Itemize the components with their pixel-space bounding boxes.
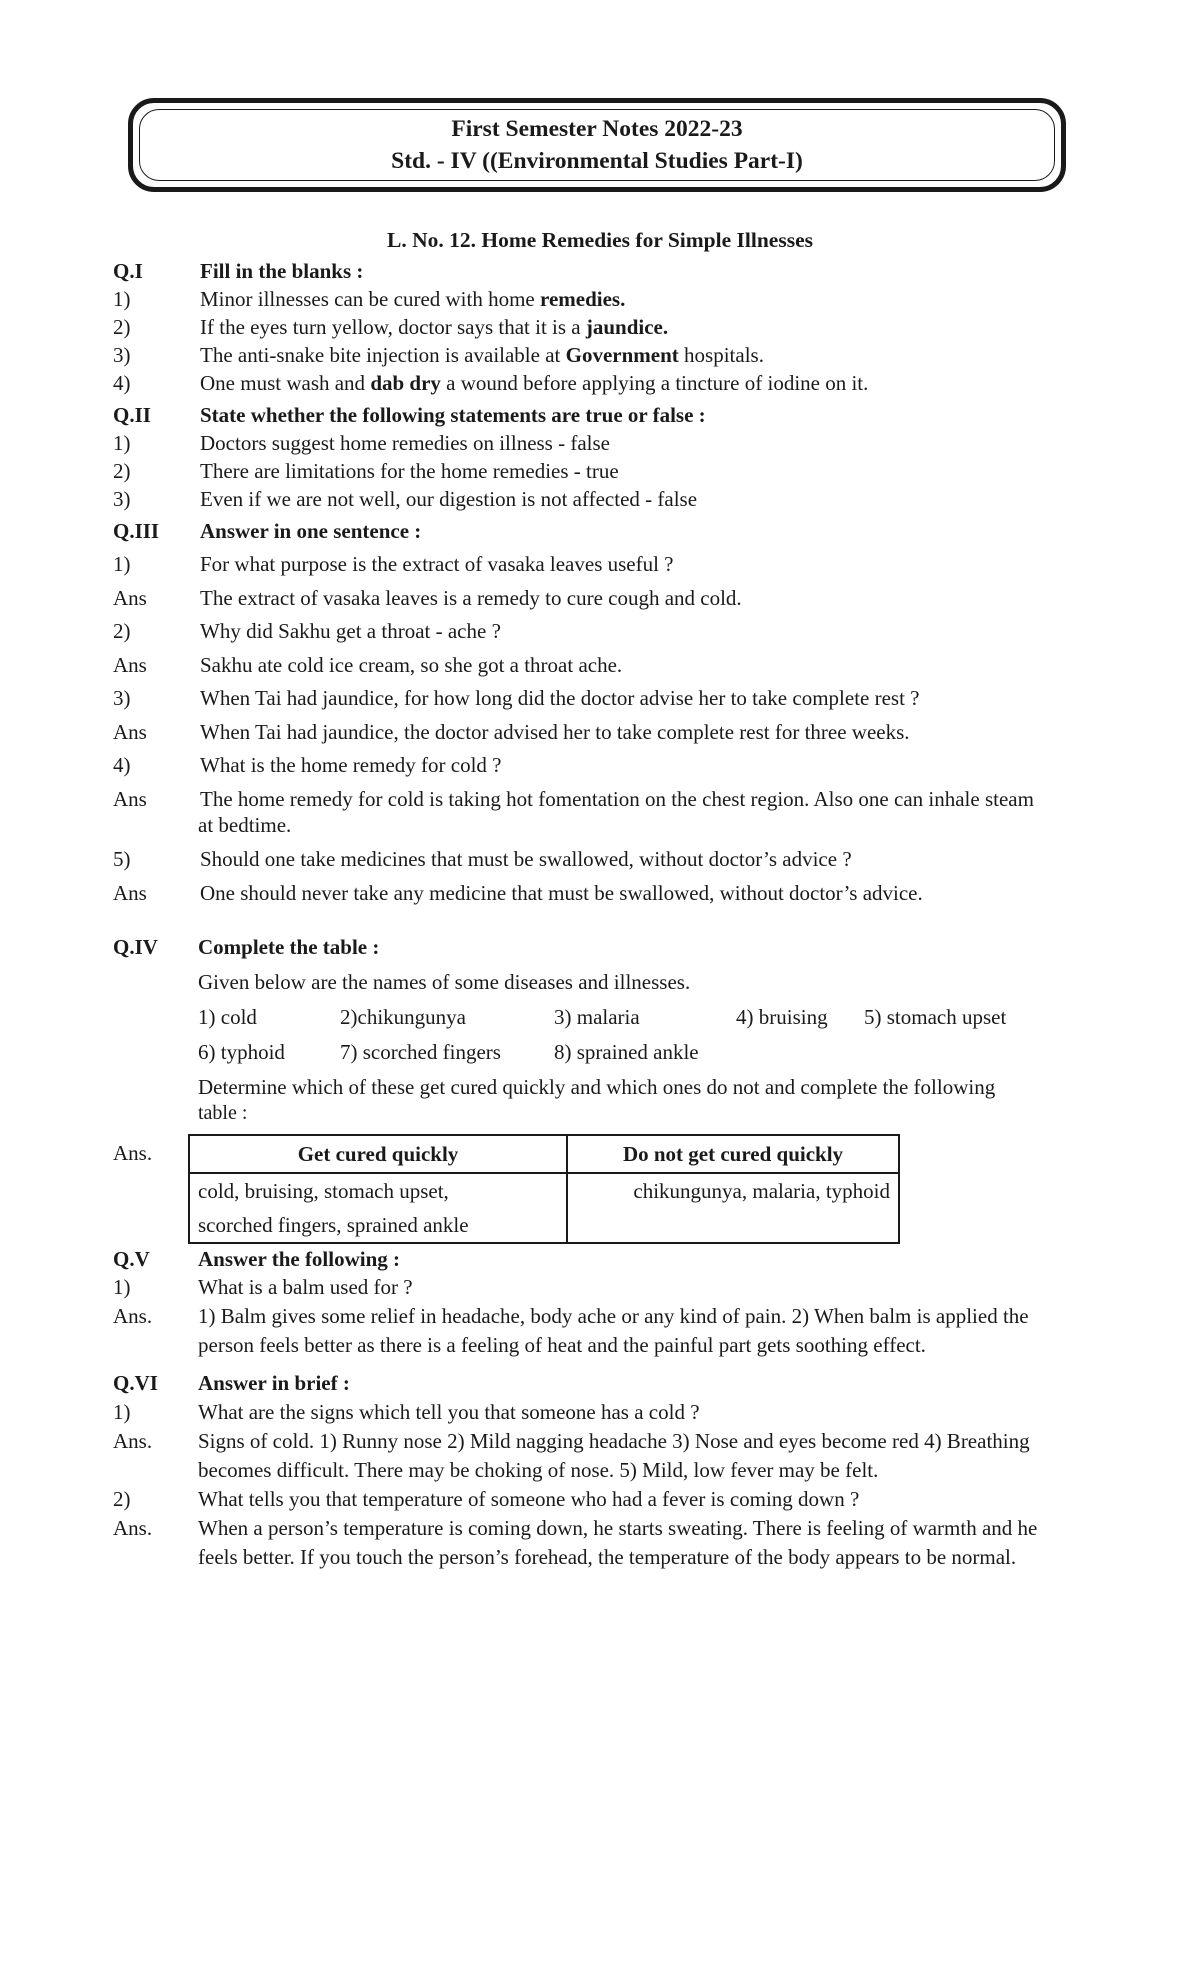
item-text: [200, 286, 1175, 312]
answer-text: at bedtime.: [198, 813, 292, 837]
item-text: [200, 370, 1175, 396]
header-line-2: Std. - IV ((Environmental Studies Part-I): [391, 148, 803, 174]
item-number: 2): [113, 1487, 131, 1511]
q5-title: Answer the following :: [198, 1247, 401, 1271]
ans-label: Ans: [113, 787, 147, 811]
text-post: hospitals.: [678, 343, 764, 367]
text-pre: If the eyes turn yellow, doctor says that it is a: [200, 315, 586, 339]
option-item: 7) scorched fingers: [340, 1040, 501, 1064]
option-item: 4) bruising: [736, 1005, 828, 1029]
answer-text: feels better. If you touch the person’s forehead, the temperature of the body appears to be normal.: [198, 1545, 1017, 1569]
q2-title: State whether the following statements are true or false :: [200, 403, 706, 427]
ans-label: Ans.: [113, 1304, 153, 1328]
ans-label: Ans: [113, 586, 147, 610]
diseases-table: [188, 1134, 900, 1244]
answer-text: Sakhu ate cold ice cream, so she got a throat ache.: [200, 653, 623, 677]
question-text: Should one take medicines that must be swallowed, without doctor’s advice ?: [200, 847, 852, 871]
item-number: 3): [113, 686, 131, 710]
option-item: 3) malaria: [554, 1005, 640, 1029]
header-inner: [139, 109, 1055, 181]
option-item: 2)chikungunya: [340, 1005, 466, 1029]
item-number: 3): [113, 487, 131, 511]
cell-line: scorched fingers, sprained ankle: [198, 1213, 469, 1237]
option-item: 8) sprained ankle: [554, 1040, 699, 1064]
item-number: 1): [113, 1400, 131, 1424]
q6-label: Q.VI: [113, 1371, 158, 1395]
question-text: When Tai had jaundice, for how long did the doctor advise her to take complete rest ?: [200, 686, 920, 710]
question-text: What are the signs which tell you that someone has a cold ?: [198, 1400, 700, 1424]
table-header-cell: Get cured quickly: [189, 1135, 567, 1173]
text-pre: One must wash and: [200, 371, 371, 395]
question-text: Why did Sakhu get a throat - ache ?: [200, 619, 501, 643]
table-cell-slow: [567, 1173, 899, 1243]
table-header-cell: Do not get cured quickly: [567, 1135, 899, 1173]
header-line-1: First Semester Notes 2022-23: [451, 116, 743, 142]
item-text: [200, 342, 1175, 368]
question-text: What tells you that temperature of someone who had a fever is coming down ?: [198, 1487, 860, 1511]
text-post: a wound before applying a tincture of iodine on it.: [440, 371, 869, 395]
cell-line: cold, bruising, stomach upset,: [198, 1179, 449, 1203]
header-box: [128, 98, 1066, 192]
q2-label: Q.II: [113, 403, 151, 427]
answer-word: Government: [565, 343, 679, 367]
instruction-text: table :: [198, 1102, 248, 1124]
item-number: 1): [113, 431, 131, 455]
item-number: 2): [113, 315, 131, 339]
answer-text: 1) Balm gives some relief in headache, body ache or any kind of pain. 2) When balm is applied the: [198, 1304, 1029, 1328]
option-item: 6) typhoid: [198, 1040, 285, 1064]
item-number: 1): [113, 1275, 131, 1299]
answer-text: The extract of vasaka leaves is a remedy to cure cough and cold.: [200, 586, 742, 610]
answer-text: When Tai had jaundice, the doctor advised her to take complete rest for three weeks.: [200, 720, 910, 744]
answer-word: remedies.: [540, 287, 626, 311]
item-number: 5): [113, 847, 131, 871]
answer-text: When a person’s temperature is coming down, he starts sweating. There is feeling of warmth and he: [198, 1516, 1038, 1540]
q4-title: Complete the table :: [198, 935, 380, 959]
instruction-text: Determine which of these get cured quickly and which ones do not and complete the following: [198, 1075, 996, 1099]
question-text: What is the home remedy for cold ?: [200, 753, 502, 777]
ans-label: Ans: [113, 720, 147, 744]
q3-title: Answer in one sentence :: [200, 519, 422, 543]
text-pre: Minor illnesses can be cured with home: [200, 287, 540, 311]
item-number: 4): [113, 753, 131, 777]
answer-text: The home remedy for cold is taking hot fomentation on the chest region. Also one can inhale steam: [200, 787, 1034, 811]
item-text: [200, 314, 1175, 340]
item-number: 1): [113, 287, 131, 311]
ans-label: Ans.: [113, 1516, 153, 1540]
item-text: Even if we are not well, our digestion is not affected - false: [200, 487, 698, 511]
option-item: 5) stomach upset: [864, 1005, 1007, 1029]
option-item: 1) cold: [198, 1005, 257, 1029]
item-number: 3): [113, 343, 131, 367]
ans-label: Ans.: [113, 1429, 153, 1453]
q1-label: Q.I: [113, 259, 143, 283]
answer-text: person feels better as there is a feeling of heat and the painful part gets soothing effect.: [198, 1333, 926, 1357]
answer-text: One should never take any medicine that must be swallowed, without doctor’s advice.: [200, 881, 923, 905]
item-text: Doctors suggest home remedies on illness - false: [200, 431, 610, 455]
ans-label: Ans: [113, 653, 147, 677]
q4-label: Q.IV: [113, 935, 158, 959]
q5-label: Q.V: [113, 1247, 150, 1271]
ans-label: Ans.: [113, 1141, 153, 1165]
item-number: 2): [113, 459, 131, 483]
cell-line: chikungunya, malaria, typhoid: [633, 1179, 890, 1203]
answer-word: dab dry: [370, 371, 441, 395]
item-number: 4): [113, 371, 131, 395]
text-pre: The anti-snake bite injection is available at: [200, 343, 566, 367]
table-cell-quick: [189, 1173, 567, 1243]
intro-text: Given below are the names of some diseases and illnesses.: [198, 970, 691, 994]
item-number: 2): [113, 619, 131, 643]
answer-text: becomes difficult. There may be choking of nose. 5) Mild, low fever may be felt.: [198, 1458, 879, 1482]
question-text: What is a balm used for ?: [198, 1275, 413, 1299]
lesson-title: L. No. 12. Home Remedies for Simple Illnesses: [387, 228, 813, 252]
table-row: [189, 1173, 899, 1243]
table-header-row: [189, 1135, 899, 1173]
answer-word: jaundice.: [585, 315, 669, 339]
q3-label: Q.III: [113, 519, 160, 543]
q1-title: Fill in the blanks :: [200, 259, 364, 283]
answer-text: Signs of cold. 1) Runny nose 2) Mild nagging headache 3) Nose and eyes become red 4) Breathing: [198, 1429, 1030, 1453]
q6-title: Answer in brief :: [198, 1371, 350, 1395]
item-text: There are limitations for the home remedies - true: [200, 459, 619, 483]
item-number: 1): [113, 552, 131, 576]
ans-label: Ans: [113, 881, 147, 905]
question-text: For what purpose is the extract of vasaka leaves useful ?: [200, 552, 674, 576]
